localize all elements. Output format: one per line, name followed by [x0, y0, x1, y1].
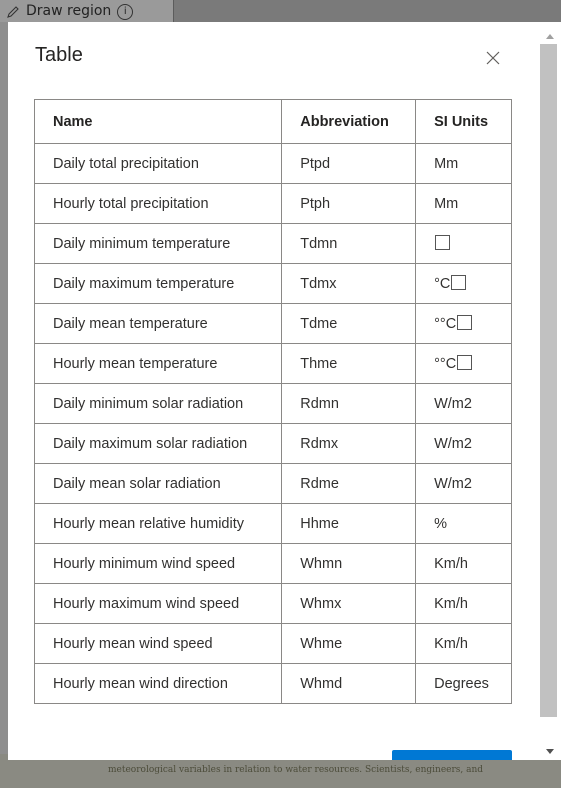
table-row [35, 584, 512, 624]
table-row [35, 544, 512, 584]
unit-text: °C [434, 276, 451, 292]
table-row [35, 624, 512, 664]
primary-action-button[interactable] [392, 750, 512, 760]
cell-name: Hourly maximum wind speed [35, 584, 282, 624]
table-row [35, 424, 512, 464]
cell-si-unit [416, 144, 512, 184]
header-abbreviation: Abbreviation [282, 100, 416, 144]
cell-name: Daily maximum solar radiation [35, 424, 282, 464]
close-button[interactable] [480, 46, 506, 72]
cell-si-unit [416, 504, 512, 544]
cell-name: Hourly mean wind direction [35, 664, 282, 704]
scroll-thumb[interactable] [540, 44, 557, 717]
cell-abbreviation: Rdmx [282, 424, 416, 464]
cell-abbreviation: Whmx [282, 584, 416, 624]
unit-text: W/m2 [434, 435, 472, 452]
cell-abbreviation: Rdmn [282, 384, 416, 424]
table-row [35, 304, 512, 344]
cell-si-unit [416, 344, 512, 384]
cell-abbreviation: Tdmx [282, 264, 416, 304]
cell-abbreviation: Whmn [282, 544, 416, 584]
table-row [35, 264, 512, 304]
scroll-up-arrow-icon [546, 24, 554, 43]
table-row [35, 384, 512, 424]
cell-abbreviation: Ptpd [282, 144, 416, 184]
cell-si-unit [416, 464, 512, 504]
cell-abbreviation: Whmd [282, 664, 416, 704]
cell-name: Daily total precipitation [35, 144, 282, 184]
dialog-title: Table [35, 44, 83, 66]
unit-text: °°C [434, 356, 457, 372]
unit-text: Km/h [434, 635, 468, 652]
cell-si-unit [416, 384, 512, 424]
unit-text: Mm [434, 155, 459, 172]
scroll-up-button[interactable] [538, 24, 561, 42]
cell-abbreviation: Rdme [282, 464, 416, 504]
unit-text: Mm [434, 195, 459, 212]
cell-si-unit [416, 224, 512, 264]
cell-name: Hourly minimum wind speed [35, 544, 282, 584]
dialog-scrollbar[interactable] [538, 22, 561, 760]
scroll-down-arrow-icon [546, 740, 554, 759]
table-row [35, 464, 512, 504]
unit-text: % [434, 515, 447, 532]
pencil-icon [6, 5, 20, 22]
cell-si-unit [416, 184, 512, 224]
missing-glyph-box [457, 315, 472, 330]
cell-si-unit [416, 304, 512, 344]
cell-abbreviation: Ptph [282, 184, 416, 224]
unit-text: Km/h [434, 555, 468, 572]
table-row [35, 344, 512, 384]
cell-name: Daily mean temperature [35, 304, 282, 344]
cell-name: Hourly mean relative humidity [35, 504, 282, 544]
table-row [35, 504, 512, 544]
missing-glyph-box [451, 275, 466, 290]
cell-name: Daily mean solar radiation [35, 464, 282, 504]
cell-name: Hourly mean wind speed [35, 624, 282, 664]
cell-abbreviation: Tdme [282, 304, 416, 344]
table-row [35, 184, 512, 224]
table-row [35, 224, 512, 264]
missing-glyph-box [457, 355, 472, 370]
cell-si-unit [416, 544, 512, 584]
cell-name: Hourly mean temperature [35, 344, 282, 384]
info-icon[interactable]: i [117, 4, 133, 20]
cell-abbreviation: Hhme [282, 504, 416, 544]
unit-text: Degrees [434, 675, 489, 692]
cell-si-unit [416, 664, 512, 704]
cell-si-unit [416, 584, 512, 624]
cell-name: Daily minimum solar radiation [35, 384, 282, 424]
cell-abbreviation: Thme [282, 344, 416, 384]
cell-si-unit [416, 424, 512, 464]
table-row [35, 664, 512, 704]
header-name: Name [35, 100, 282, 144]
table-dialog [8, 22, 538, 760]
unit-text: °°C [434, 316, 457, 332]
header-si-units: SI Units [416, 100, 512, 144]
scroll-down-button[interactable] [538, 740, 561, 758]
unit-text: W/m2 [434, 395, 472, 412]
missing-glyph-box [435, 235, 450, 250]
cell-abbreviation: Whme [282, 624, 416, 664]
variables-table [34, 99, 512, 704]
unit-text: Km/h [434, 595, 468, 612]
table-header-row [35, 100, 512, 144]
cell-name: Daily minimum temperature [35, 224, 282, 264]
cell-name: Daily maximum temperature [35, 264, 282, 304]
table-body [35, 144, 512, 704]
background-document-text: meteorological variables in relation to water resources. Scientists, engineers, and [108, 765, 484, 775]
draw-region-button[interactable] [0, 0, 174, 22]
cell-name: Hourly total precipitation [35, 184, 282, 224]
cell-abbreviation: Tdmn [282, 224, 416, 264]
cell-si-unit [416, 624, 512, 664]
table-row [35, 144, 512, 184]
unit-text: W/m2 [434, 475, 472, 492]
close-icon [486, 50, 500, 69]
cell-si-unit [416, 264, 512, 304]
draw-region-label: Draw region [26, 3, 112, 19]
